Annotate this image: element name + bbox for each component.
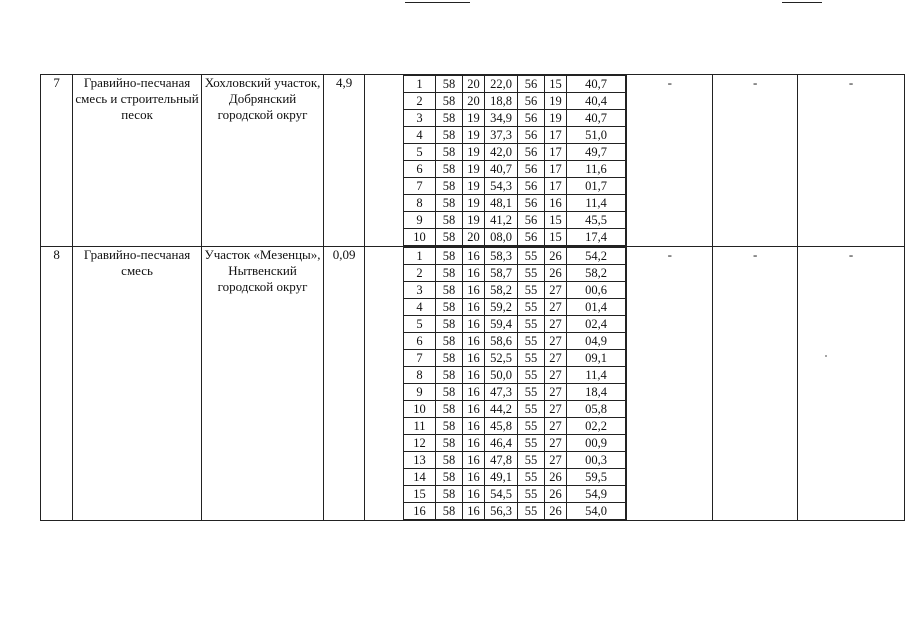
lat-degrees: 58 (436, 93, 463, 110)
lon-minutes: 27 (545, 367, 567, 384)
lat-seconds: 59,2 (485, 299, 518, 316)
coordinate-row (404, 418, 626, 435)
lat-degrees: 58 (436, 265, 463, 282)
lon-seconds: 05,8 (567, 401, 626, 418)
point-number: 15 (404, 486, 436, 503)
point-number: 1 (404, 76, 436, 93)
lon-degrees: 56 (518, 195, 545, 212)
lat-seconds: 54,5 (485, 486, 518, 503)
lon-seconds: 58,2 (567, 265, 626, 282)
lon-degrees: 55 (518, 435, 545, 452)
lat-seconds: 45,8 (485, 418, 518, 435)
coordinates-table (403, 247, 626, 520)
lon-minutes: 27 (545, 384, 567, 401)
lat-degrees: 58 (436, 333, 463, 350)
lon-seconds: 09,1 (567, 350, 626, 367)
lon-seconds: 00,3 (567, 452, 626, 469)
lat-minutes: 19 (463, 110, 485, 127)
lon-degrees: 55 (518, 418, 545, 435)
lon-degrees: 56 (518, 212, 545, 229)
lat-seconds: 58,7 (485, 265, 518, 282)
lon-seconds: 18,4 (567, 384, 626, 401)
lon-degrees: 56 (518, 178, 545, 195)
lat-minutes: 19 (463, 161, 485, 178)
lat-seconds: 59,4 (485, 316, 518, 333)
lon-minutes: 27 (545, 282, 567, 299)
point-number: 1 (404, 248, 436, 265)
lat-seconds: 47,3 (485, 384, 518, 401)
lat-degrees: 58 (436, 469, 463, 486)
lon-seconds: 54,0 (567, 503, 626, 520)
lon-seconds: 00,9 (567, 435, 626, 452)
lon-minutes: 26 (545, 248, 567, 265)
lat-minutes: 20 (463, 229, 485, 246)
lon-seconds: 01,4 (567, 299, 626, 316)
point-number: 7 (404, 178, 436, 195)
lon-minutes: 26 (545, 503, 567, 520)
lat-seconds: 52,5 (485, 350, 518, 367)
lon-minutes: 17 (545, 161, 567, 178)
coordinate-row (404, 178, 626, 195)
lat-degrees: 58 (436, 418, 463, 435)
lon-degrees: 55 (518, 503, 545, 520)
lat-degrees: 58 (436, 161, 463, 178)
lon-minutes: 15 (545, 212, 567, 229)
lat-seconds: 49,1 (485, 469, 518, 486)
coordinate-row (404, 469, 626, 486)
lon-degrees: 56 (518, 127, 545, 144)
coordinate-row (404, 350, 626, 367)
lon-minutes: 19 (545, 93, 567, 110)
row-number: 7 (41, 75, 73, 247)
point-number: 2 (404, 93, 436, 110)
lon-seconds: 51,0 (567, 127, 626, 144)
lat-minutes: 20 (463, 93, 485, 110)
empty-value-1: - (627, 247, 713, 521)
point-number: 9 (404, 384, 436, 401)
coordinate-row (404, 248, 626, 265)
lat-seconds: 58,6 (485, 333, 518, 350)
lon-seconds: 45,5 (567, 212, 626, 229)
coordinate-row (404, 435, 626, 452)
lat-minutes: 19 (463, 195, 485, 212)
coordinate-row (404, 282, 626, 299)
point-number: 6 (404, 161, 436, 178)
coordinate-row (404, 333, 626, 350)
point-number: 8 (404, 367, 436, 384)
top-rule-left (405, 2, 470, 3)
lon-minutes: 19 (545, 110, 567, 127)
empty-value-2: - (713, 75, 798, 247)
lat-degrees: 58 (436, 435, 463, 452)
lon-degrees: 56 (518, 229, 545, 246)
lon-seconds: 04,9 (567, 333, 626, 350)
lat-seconds: 56,3 (485, 503, 518, 520)
lon-degrees: 55 (518, 486, 545, 503)
lat-degrees: 58 (436, 248, 463, 265)
lat-minutes: 16 (463, 384, 485, 401)
lon-seconds: 02,4 (567, 316, 626, 333)
lon-degrees: 55 (518, 316, 545, 333)
lat-seconds: 58,2 (485, 282, 518, 299)
lat-degrees: 58 (436, 127, 463, 144)
lat-minutes: 16 (463, 452, 485, 469)
point-number: 7 (404, 350, 436, 367)
lat-seconds: 48,1 (485, 195, 518, 212)
lat-seconds: 47,8 (485, 452, 518, 469)
lat-seconds: 46,4 (485, 435, 518, 452)
lon-minutes: 17 (545, 144, 567, 161)
coordinate-row (404, 316, 626, 333)
lat-minutes: 16 (463, 503, 485, 520)
empty-value-2: - (713, 247, 798, 521)
deposits-table (40, 74, 905, 521)
lon-degrees: 55 (518, 452, 545, 469)
lat-degrees: 58 (436, 350, 463, 367)
lon-minutes: 17 (545, 127, 567, 144)
lat-degrees: 58 (436, 178, 463, 195)
lon-degrees: 55 (518, 384, 545, 401)
lat-minutes: 16 (463, 469, 485, 486)
lon-minutes: 16 (545, 195, 567, 212)
lon-seconds: 11,4 (567, 195, 626, 212)
lat-seconds: 18,8 (485, 93, 518, 110)
mineral-type: Гравийно-песчаная смесь (73, 247, 202, 521)
lon-seconds: 11,6 (567, 161, 626, 178)
lat-seconds: 41,2 (485, 212, 518, 229)
coordinate-row (404, 212, 626, 229)
lat-minutes: 16 (463, 401, 485, 418)
point-number: 16 (404, 503, 436, 520)
point-number: 12 (404, 435, 436, 452)
coordinate-row (404, 161, 626, 178)
point-number: 5 (404, 316, 436, 333)
lon-seconds: 11,4 (567, 367, 626, 384)
coordinate-row (404, 367, 626, 384)
lon-minutes: 15 (545, 229, 567, 246)
lon-minutes: 27 (545, 333, 567, 350)
lon-seconds: 40,7 (567, 76, 626, 93)
lon-degrees: 55 (518, 469, 545, 486)
lon-seconds: 00,6 (567, 282, 626, 299)
point-number: 3 (404, 282, 436, 299)
point-number: 3 (404, 110, 436, 127)
lat-degrees: 58 (436, 110, 463, 127)
lat-degrees: 58 (436, 212, 463, 229)
lon-minutes: 27 (545, 299, 567, 316)
coordinate-row (404, 195, 626, 212)
lon-seconds: 40,4 (567, 93, 626, 110)
lat-seconds: 44,2 (485, 401, 518, 418)
lat-minutes: 20 (463, 76, 485, 93)
lat-degrees: 58 (436, 401, 463, 418)
lat-minutes: 16 (463, 486, 485, 503)
site-area: 0,09 (324, 247, 365, 521)
lon-degrees: 55 (518, 401, 545, 418)
coordinate-row (404, 76, 626, 93)
lat-seconds: 54,3 (485, 178, 518, 195)
lon-degrees: 55 (518, 333, 545, 350)
lat-seconds: 40,7 (485, 161, 518, 178)
lon-degrees: 56 (518, 110, 545, 127)
coordinate-row (404, 127, 626, 144)
lon-seconds: 17,4 (567, 229, 626, 246)
lon-degrees: 55 (518, 265, 545, 282)
lon-degrees: 55 (518, 367, 545, 384)
lon-minutes: 15 (545, 76, 567, 93)
lon-degrees: 56 (518, 93, 545, 110)
point-number: 5 (404, 144, 436, 161)
top-rule-right (782, 2, 822, 3)
lon-minutes: 27 (545, 452, 567, 469)
lat-seconds: 08,0 (485, 229, 518, 246)
lat-degrees: 58 (436, 299, 463, 316)
site-area: 4,9 (324, 75, 365, 247)
point-number: 6 (404, 333, 436, 350)
point-number: 4 (404, 127, 436, 144)
lon-degrees: 56 (518, 144, 545, 161)
lon-minutes: 26 (545, 265, 567, 282)
lon-seconds: 49,7 (567, 144, 626, 161)
lon-minutes: 27 (545, 435, 567, 452)
lat-minutes: 16 (463, 367, 485, 384)
coordinates-cell (365, 247, 627, 521)
lon-degrees: 56 (518, 76, 545, 93)
lon-degrees: 55 (518, 350, 545, 367)
lat-degrees: 58 (436, 452, 463, 469)
lat-degrees: 58 (436, 144, 463, 161)
lon-seconds: 54,2 (567, 248, 626, 265)
lat-minutes: 16 (463, 418, 485, 435)
lat-minutes: 19 (463, 178, 485, 195)
lat-minutes: 16 (463, 333, 485, 350)
lon-seconds: 01,7 (567, 178, 626, 195)
lat-minutes: 16 (463, 350, 485, 367)
lat-degrees: 58 (436, 384, 463, 401)
coordinate-row (404, 144, 626, 161)
lon-minutes: 26 (545, 469, 567, 486)
point-number: 4 (404, 299, 436, 316)
point-number: 14 (404, 469, 436, 486)
lon-seconds: 59,5 (567, 469, 626, 486)
empty-value-3: - (797, 75, 904, 247)
lat-seconds: 22,0 (485, 76, 518, 93)
lat-minutes: 16 (463, 435, 485, 452)
coordinates-table (403, 75, 626, 246)
lat-degrees: 58 (436, 229, 463, 246)
lon-degrees: 55 (518, 299, 545, 316)
lat-degrees: 58 (436, 503, 463, 520)
coordinate-row (404, 265, 626, 282)
row-number: 8 (41, 247, 73, 521)
point-number: 11 (404, 418, 436, 435)
lat-minutes: 16 (463, 282, 485, 299)
coordinate-row (404, 299, 626, 316)
coordinate-row (404, 503, 626, 520)
lat-degrees: 58 (436, 76, 463, 93)
lon-minutes: 26 (545, 486, 567, 503)
point-number: 9 (404, 212, 436, 229)
coordinates-cell (365, 75, 627, 247)
lon-seconds: 54,9 (567, 486, 626, 503)
lat-degrees: 58 (436, 195, 463, 212)
lat-minutes: 16 (463, 265, 485, 282)
empty-value-3: - (797, 247, 904, 521)
lon-minutes: 27 (545, 401, 567, 418)
coordinate-row (404, 452, 626, 469)
coordinate-row (404, 93, 626, 110)
site-location: Участок «Мезенцы», Нытвенский городской округ (201, 247, 323, 521)
coordinate-row (404, 110, 626, 127)
lat-minutes: 19 (463, 144, 485, 161)
point-number: 2 (404, 265, 436, 282)
scan-speck (825, 355, 827, 357)
lat-degrees: 58 (436, 316, 463, 333)
point-number: 10 (404, 229, 436, 246)
coordinate-row (404, 384, 626, 401)
lon-minutes: 27 (545, 350, 567, 367)
lon-degrees: 55 (518, 248, 545, 265)
mineral-type: Гравийно-песчаная смесь и строительный песок (73, 75, 202, 247)
empty-value-1: - (627, 75, 713, 247)
lat-seconds: 37,3 (485, 127, 518, 144)
lon-minutes: 17 (545, 178, 567, 195)
lon-seconds: 40,7 (567, 110, 626, 127)
lon-degrees: 56 (518, 161, 545, 178)
lat-degrees: 58 (436, 367, 463, 384)
coordinate-row (404, 486, 626, 503)
lat-minutes: 16 (463, 316, 485, 333)
lat-minutes: 16 (463, 248, 485, 265)
lat-seconds: 34,9 (485, 110, 518, 127)
lat-degrees: 58 (436, 282, 463, 299)
lon-degrees: 55 (518, 282, 545, 299)
lat-minutes: 19 (463, 127, 485, 144)
point-number: 13 (404, 452, 436, 469)
coordinate-row (404, 229, 626, 246)
lat-seconds: 50,0 (485, 367, 518, 384)
lon-minutes: 27 (545, 418, 567, 435)
point-number: 8 (404, 195, 436, 212)
lat-minutes: 19 (463, 212, 485, 229)
lat-minutes: 16 (463, 299, 485, 316)
coordinate-row (404, 401, 626, 418)
site-location: Хохловский участок, Добрянский городской округ (201, 75, 323, 247)
lon-seconds: 02,2 (567, 418, 626, 435)
lat-seconds: 42,0 (485, 144, 518, 161)
lon-minutes: 27 (545, 316, 567, 333)
table-row (41, 75, 905, 247)
table-row (41, 247, 905, 521)
lat-degrees: 58 (436, 486, 463, 503)
lat-seconds: 58,3 (485, 248, 518, 265)
point-number: 10 (404, 401, 436, 418)
